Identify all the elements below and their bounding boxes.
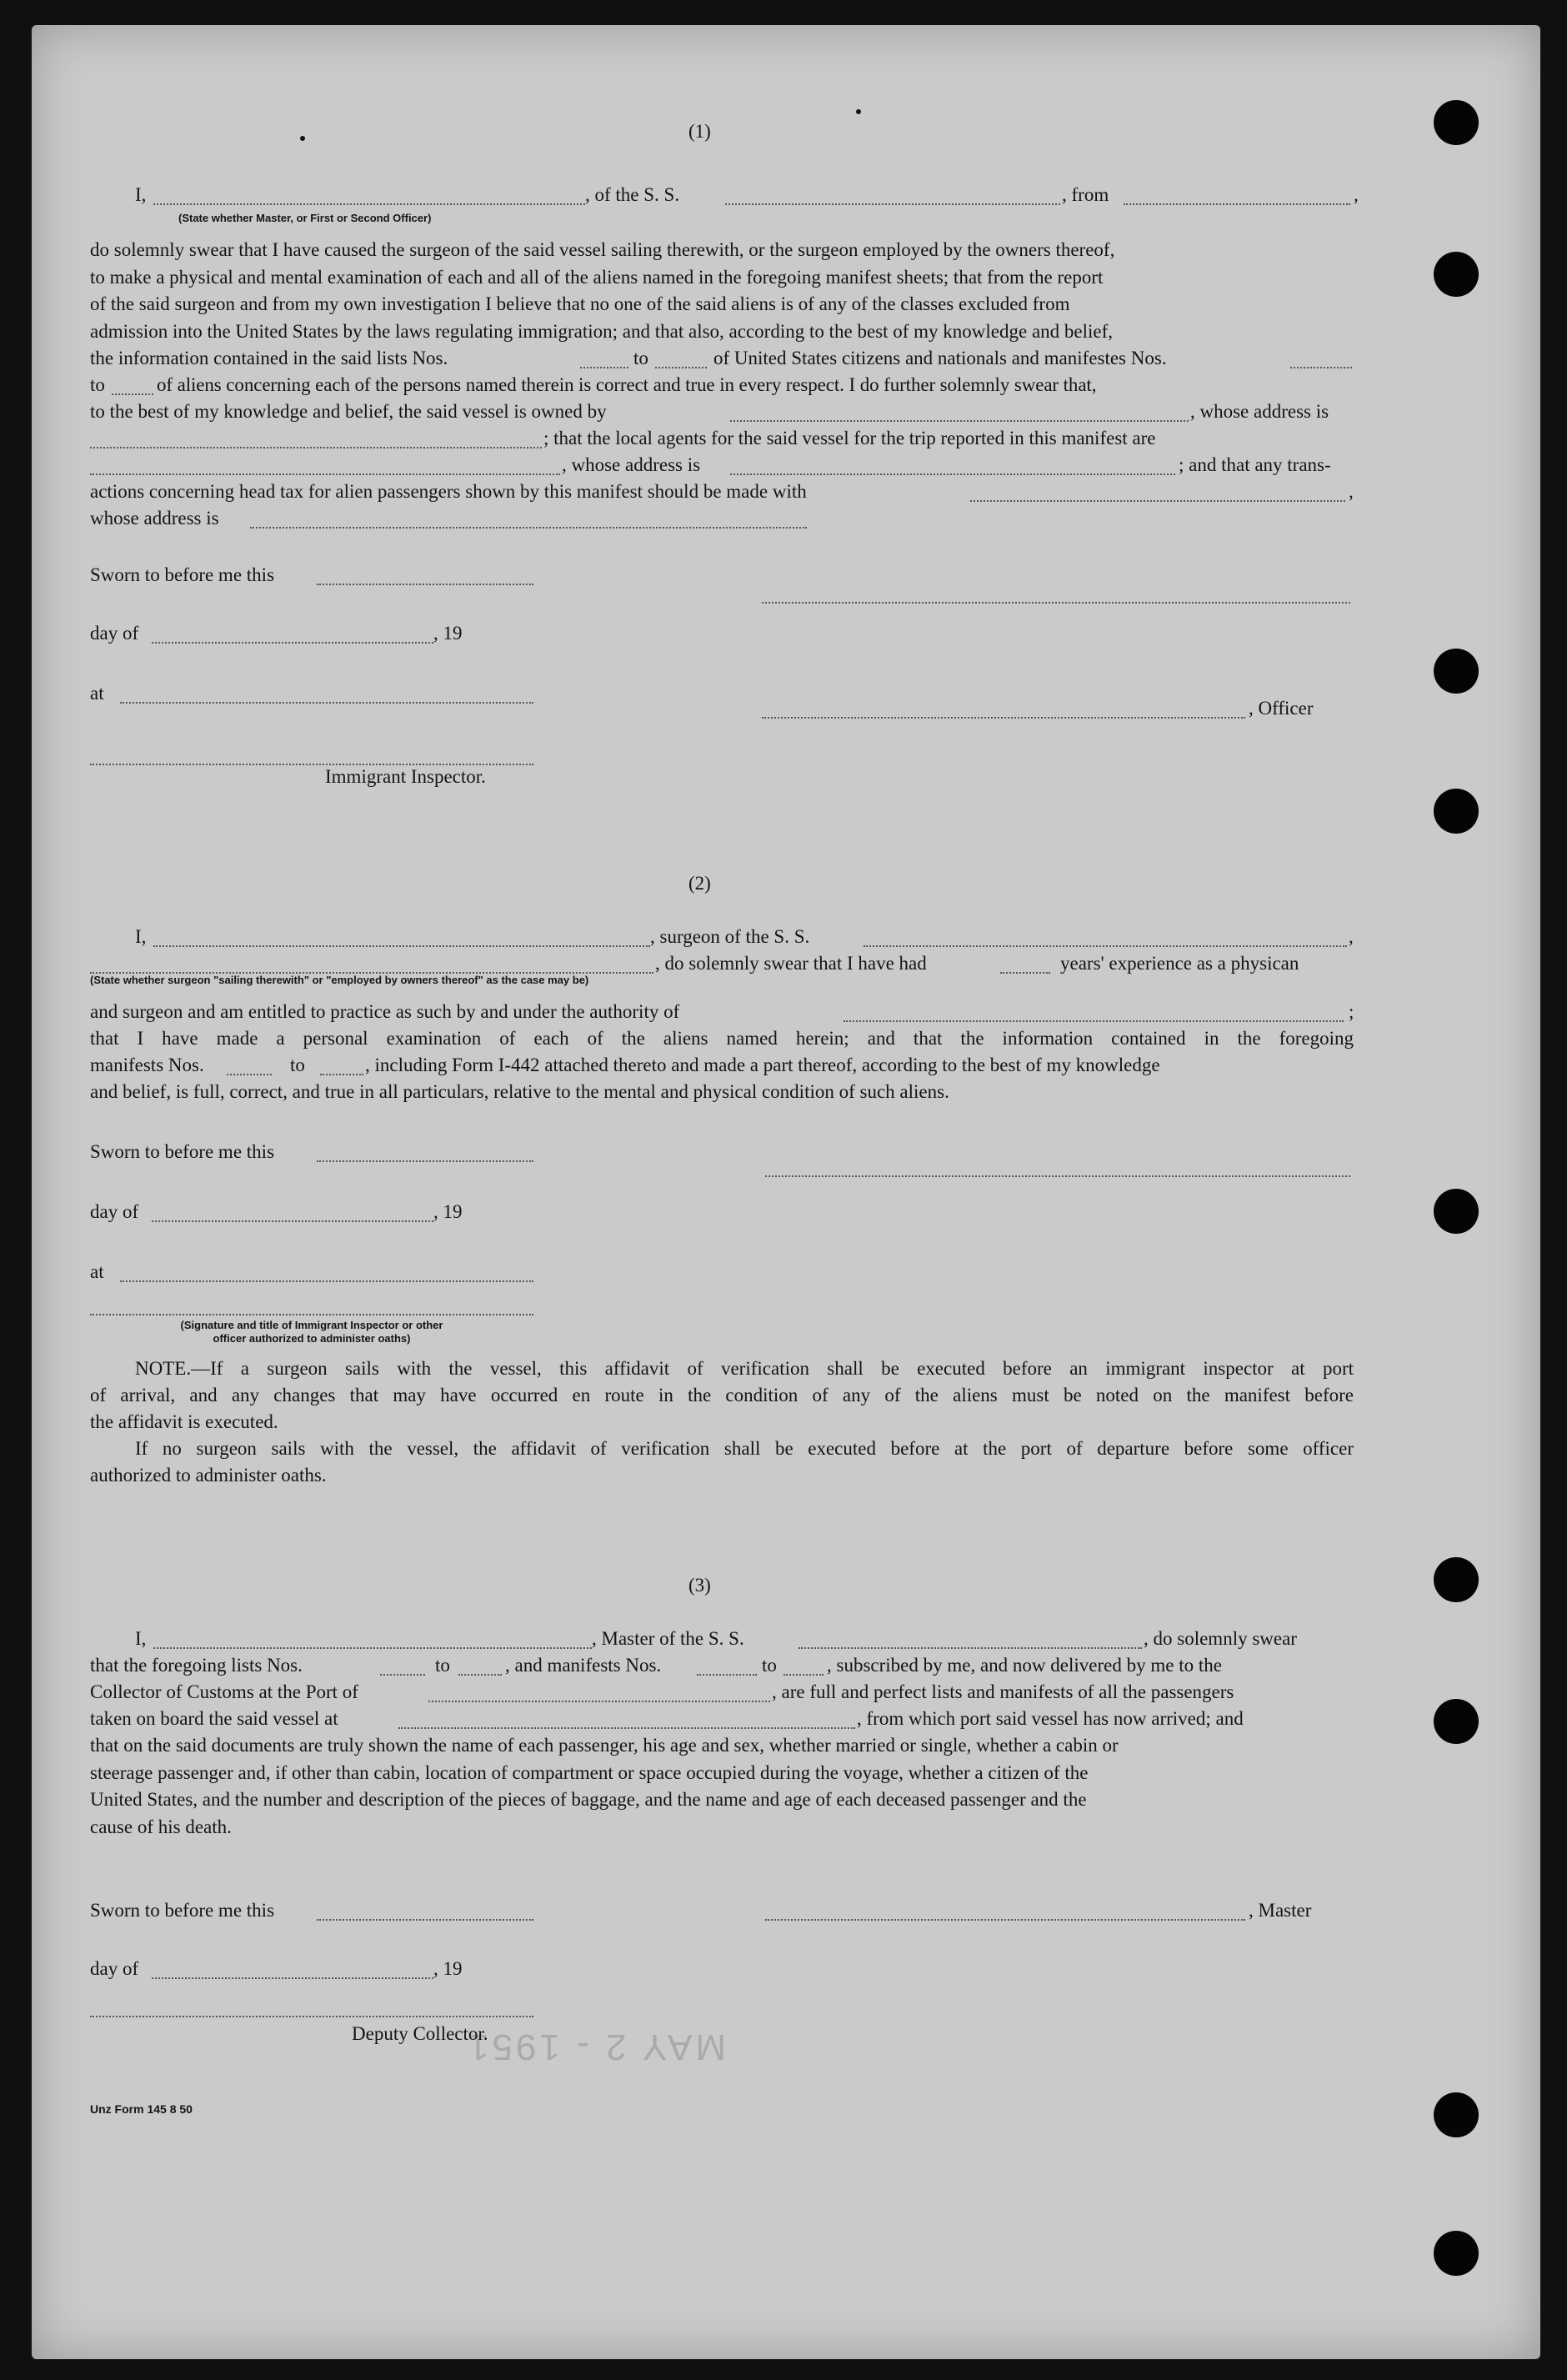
s3-collector-line [90,2016,533,2017]
s2-sig-note-line: (Signature and title of Immigrant Inspector or other [180,1319,443,1331]
s3-para-line: steerage passenger and, if other than cabin, location of compartment or space occupied during the voyage, whether a citizen of the [90,1761,1089,1783]
s2-note-line: of arrival, and any changes that may have occurred en route in the condition of any of the aliens must be noted on the manifest before [90,1385,1354,1405]
s2-at: at [90,1261,104,1282]
s2-line5-to: to [290,1055,305,1075]
s2-surgeon: , surgeon of the S. S. [650,926,810,947]
s1-agents: ; that the local agents for the said vessel for the trip reported in this manifest are [543,428,1156,448]
s1-agents-address-line [730,473,1175,475]
s3-line2-to: to [435,1655,450,1676]
s2-note-line: If no surgeon sails with the vessel, the affidavit of verification shall be executed before at the port of departure before some officer [135,1438,1354,1459]
s1-para-line: to make a physical and mental examination of each and all of the aliens named in the foregoing manifest sheets; that from the report [90,266,1104,288]
s1-lists-from-line [580,367,628,368]
s1-agents-line [90,473,560,475]
s2-sworn: Sworn to before me this [90,1141,275,1162]
s3-master: , Master of the S. S. [592,1628,744,1649]
s1-ship-name-line [725,203,1060,205]
s2-surgeon-note: (State whether surgeon "sailing therewith" or "employed by owners thereof" as the case may be) [90,974,589,986]
form-page [32,25,1540,2359]
s2-line4: that I have made a personal examination of each of the aliens named herein; and that the information contained in the foregoing [90,1028,1354,1049]
s1-info-to: to [633,348,648,368]
s3-swear: , do solemnly swear [1144,1628,1297,1649]
s3-para-line: United States, and the number and description of the pieces of baggage, and the name and age of each deceased passenger and the [90,1789,1087,1810]
s2-note-line: the affidavit is executed. [90,1411,278,1432]
s1-officer-name-line [153,203,585,205]
s1-owned-addr: , whose address is [1190,401,1329,422]
s1-of-ss: , of the S. S. [585,184,680,205]
s3-line3-b: , are full and perfect lists and manifests of all the passengers [772,1681,1234,1702]
s2-at-line [120,1280,533,1282]
s2-year: , 19 [433,1201,463,1222]
s2-line3: and surgeon and am entitled to practice as such by and under the authority of [90,1001,680,1022]
punch-hole [1434,1557,1479,1602]
section-1-number: (1) [688,121,711,142]
s3-para-line: that on the said documents are truly shown the name of each passenger, his age and sex, whether married or single, whether a cabin or [90,1735,1119,1756]
s2-years: years' experience as a physican [1060,953,1299,974]
s2-day-of: day of [90,1201,139,1222]
s3-manifests-from-line [697,1674,757,1676]
s2-swear: , do solemnly swear that I have had [655,953,927,974]
s1-head-tax-line [970,500,1345,502]
s3-sworn: Sworn to before me this [90,1900,275,1921]
s3-lists-from-line [380,1674,425,1676]
s3-para-line: cause of his death. [90,1816,232,1837]
s1-comma: , [1354,184,1359,205]
s2-official-signature-line [90,1314,533,1315]
s2-line6: and belief, is full, correct, and true in all particulars, relative to the mental and physical condition of such aliens. [90,1081,949,1102]
s1-sworn-line [317,584,533,585]
punch-hole [1434,2092,1479,2137]
s1-whose-line [250,527,807,529]
s3-line4-a: taken on board the said vessel at [90,1708,338,1729]
s3-line2-c: , subscribed by me, and now delivered by me to the [827,1655,1222,1676]
s1-at-line [120,702,533,704]
s2-sig-note [90,1319,533,1345]
s3-day-line [152,1977,433,1979]
s1-owner-line [730,420,1189,422]
s3-sworn-line [317,1919,533,1921]
s1-manifests-to-line [112,393,153,395]
s3-master-name-line [153,1647,592,1649]
s1-agents-addr: , whose address is [562,454,701,475]
s1-officer-line [762,717,1245,719]
s2-years-line [1000,972,1050,974]
date-stamp: MAY 2 - 1951 [465,2027,726,2067]
punch-hole [1434,1189,1479,1234]
s1-at: at [90,683,104,704]
punch-hole [1434,252,1479,297]
form-id: Unz Form 145 8 50 [90,2102,193,2116]
s1-owner-address-line [90,447,542,448]
s1-info-a: the information contained in the said lists Nos. [90,348,448,368]
s3-day-of: day of [90,1958,139,1979]
s1-para-line: admission into the United States by the laws regulating immigration; and that also, according to the best of my knowledge and belief, [90,320,1114,342]
punch-hole [1434,1699,1479,1744]
s1-signature-line [762,602,1350,604]
s1-para-line: do solemnly swear that I have caused the surgeon of the said vessel sailing therewith, or the surgeon employed by the owners thereof, [90,239,1115,260]
s1-para-line: of the said surgeon and from my own investigation I believe that no one of the said aliens is of any of the classes excluded from [90,293,1070,314]
s1-to2-a: to [90,374,105,395]
s1-day-of: day of [90,623,139,644]
s1-year: , 19 [433,623,463,644]
s2-surgeon-name-line [153,945,650,947]
s3-port-line [428,1701,770,1702]
s1-agents-end: ; and that any trans- [1179,454,1331,475]
s2-comma: , [1349,926,1354,947]
s1-inspector: Immigrant Inspector. [325,766,486,787]
ink-speck [300,136,305,141]
s3-taken-at-line [398,1727,855,1729]
s2-ship-line [864,945,1347,947]
s1-info-b: of United States citizens and nationals and manifestes Nos. [713,348,1167,368]
s2-note-line: authorized to administer oaths. [90,1465,327,1486]
s3-master-signature-line [765,1919,1245,1921]
s1-owned: to the best of my knowledge and belief, the said vessel is owned by [90,401,607,422]
s2-line5-b: , including Form I-442 attached thereto and made a part thereof, according to the best of my knowledge [365,1055,1160,1075]
s2-day-line [152,1220,433,1222]
punch-hole [1434,789,1479,834]
s3-manifests-to-line [784,1674,824,1676]
punch-hole [1434,2231,1479,2276]
s3-line4-b: , from which port said vessel has now arrived; and [857,1708,1244,1729]
s3-line2-to2: to [762,1655,777,1676]
s1-manifests-line [1290,367,1352,368]
s2-line5-a: manifests Nos. [90,1055,204,1075]
s2-signature-line [765,1175,1350,1177]
s1-from: , from [1062,184,1109,205]
s2-sworn-line [317,1160,533,1162]
s2-line3-end: ; [1349,1001,1354,1022]
section-3-number: (3) [688,1575,711,1596]
s3-line3-a: Collector of Customs at the Port of [90,1681,358,1702]
s1-to2-b: of aliens concerning each of the persons named therein is correct and true in every respect. I do further solemnly swear that, [157,374,1097,395]
s2-sig-note-line: officer authorized to administer oaths) [213,1332,411,1345]
punch-hole [1434,100,1479,145]
s3-ship-line [799,1647,1142,1649]
s3-line2-a: that the foregoing lists Nos. [90,1655,303,1676]
s2-i: I, [135,926,147,947]
s1-lists-to-line [655,367,707,368]
s3-collector: Deputy Collector. [352,2023,488,2044]
s2-note-line: NOTE.—If a surgeon sails with the vessel, this affidavit of verification shall be executed before an immigrant inspector at port [135,1358,1354,1379]
s2-authority-line [844,1020,1344,1022]
s1-day-line [152,642,433,644]
s2-manifests-to-line [320,1074,363,1075]
s1-i: I, [135,184,147,205]
s1-head-tax: actions concerning head tax for alien passengers shown by this manifest should be made with [90,481,807,502]
s3-line2-b: , and manifests Nos. [505,1655,662,1676]
s3-lists-to-line [458,1674,502,1676]
s2-manifests-from-line [227,1074,272,1075]
s1-whose: whose address is [90,508,219,529]
s3-master-label: , Master [1249,1900,1312,1921]
s1-paragraph [90,237,1354,345]
ink-speck [856,109,861,114]
s3-i: I, [135,1628,147,1649]
s3-year: , 19 [433,1958,463,1979]
s3-paragraph [90,1732,1357,1841]
s1-sworn: Sworn to before me this [90,564,275,585]
punch-hole [1434,649,1479,694]
section-2-number: (2) [688,873,711,894]
s1-officer-note: (State whether Master, or First or Second Officer) [178,212,432,224]
s1-head-tax-end: , [1349,481,1354,502]
s1-from-line [1124,203,1350,205]
s1-officer: , Officer [1249,698,1314,719]
